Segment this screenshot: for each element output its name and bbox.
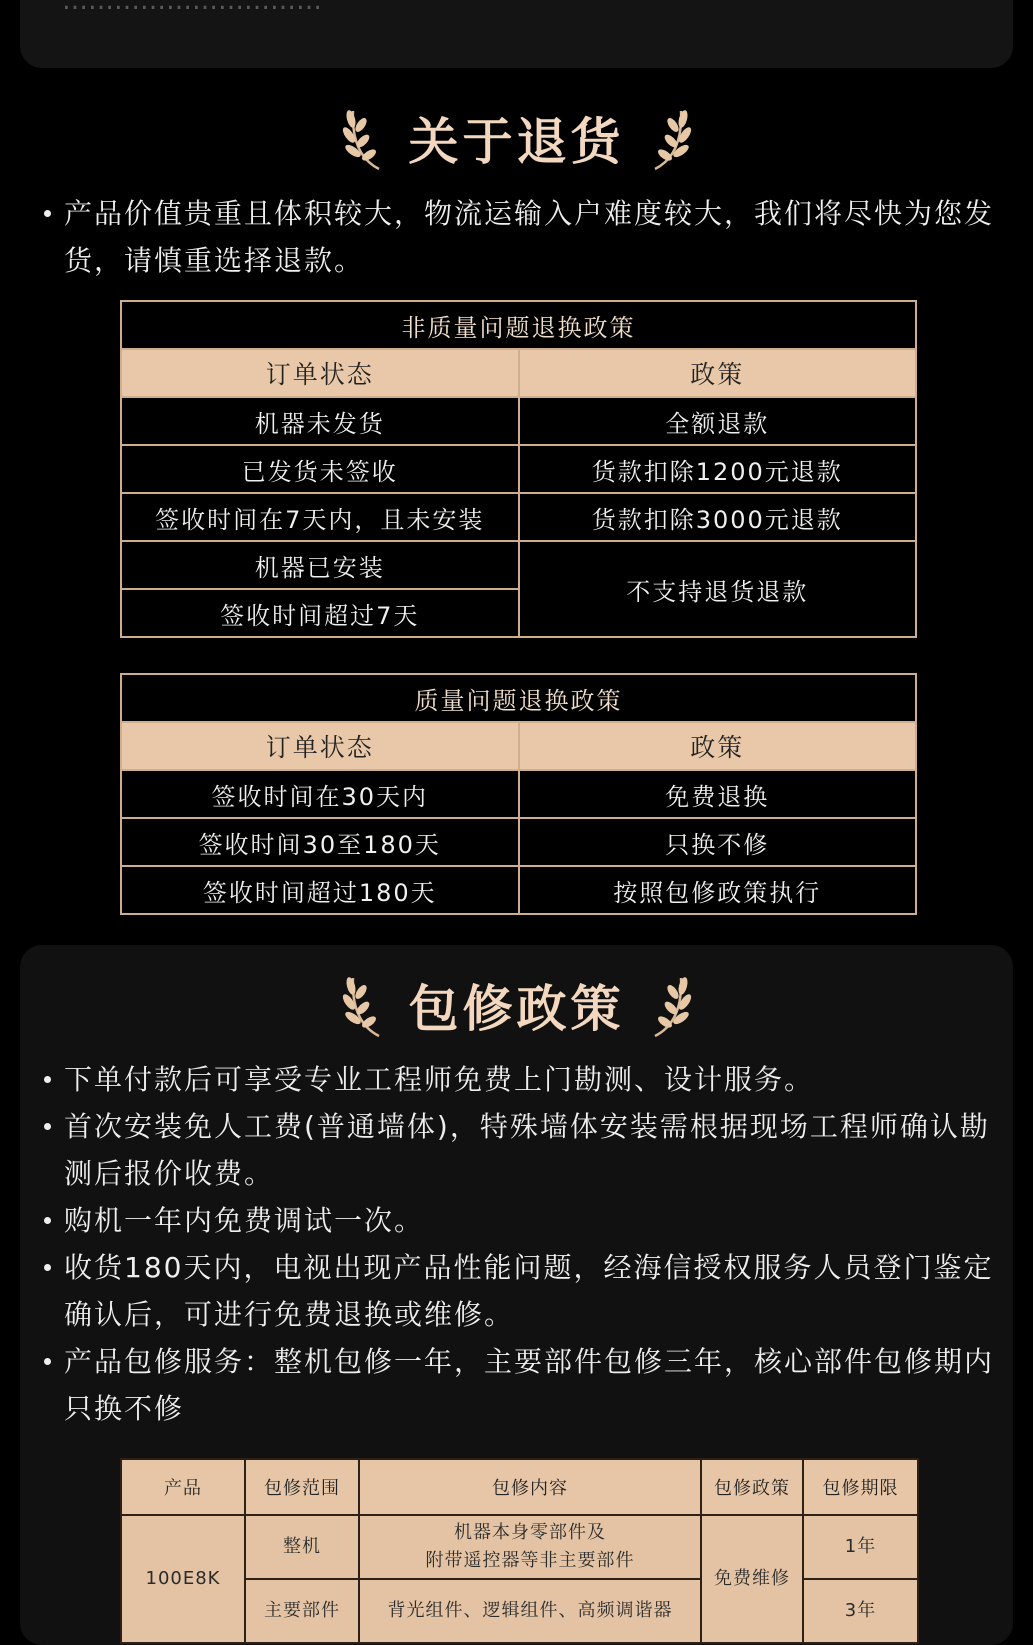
warranty-section-title — [0, 965, 1033, 1045]
column-header: 政策 — [519, 722, 917, 770]
bullet-dot-icon — [44, 1076, 51, 1083]
bullet-dot-icon — [44, 210, 51, 217]
table-row — [121, 1515, 918, 1579]
content-cell: 机器本身零部件及 附带遥控器等非主要部件 — [359, 1515, 701, 1579]
table-row: 签收时间30至180天 只换不修 — [121, 818, 916, 866]
bullet-dot-icon — [44, 1358, 51, 1365]
previous-section-text: ………………………… — [62, 0, 322, 16]
warranty-bullet: 收货180天内，电视出现产品性能问题，经海信授权服务人员登门鉴定确认后，可进行免费退换或维修。 — [40, 1244, 1000, 1338]
table-row: 签收时间超过180天 按照包修政策执行 — [121, 866, 916, 914]
laurel-left-icon — [339, 103, 391, 173]
table-row: 已发货未签收 货款扣除1200元退款 — [121, 445, 916, 493]
table-row: 机器未发货 全额退款 — [121, 397, 916, 445]
laurel-right-icon — [643, 103, 695, 173]
bullet-dot-icon — [44, 1123, 51, 1130]
warranty-bullet: 首次安装免人工费(普通墙体)，特殊墙体安装需根据现场工程师确认勘测后报价收费。 — [40, 1103, 1000, 1197]
table-caption: 质量问题退换政策 — [121, 674, 916, 722]
returns-title-text: 关于退货 — [408, 113, 625, 171]
table-row: 签收时间在30天内 免费退换 — [121, 770, 916, 818]
bullet-dot-icon — [44, 1217, 51, 1224]
non-quality-policy-table — [120, 300, 917, 638]
warranty-title-text: 包修政策 — [408, 980, 625, 1038]
table-row: 签收时间超过7天 — [121, 589, 916, 637]
product-cell: 100E8K — [121, 1515, 245, 1643]
returns-section-title — [0, 98, 1033, 178]
column-header: 订单状态 — [121, 722, 519, 770]
warranty-table — [120, 1458, 919, 1644]
laurel-left-icon — [339, 970, 391, 1040]
table-caption: 非质量问题退换政策 — [121, 301, 916, 349]
content-cell: 背光组件、逻辑组件、高频调谐器 — [359, 1579, 701, 1643]
column-header: 订单状态 — [121, 349, 519, 397]
warranty-bullet: 购机一年内免费调试一次。 — [40, 1197, 1000, 1244]
quality-policy-table — [120, 673, 917, 915]
warranty-bullet: 下单付款后可享受专业工程师免费上门勘测、设计服务。 — [40, 1056, 1000, 1103]
column-header: 产品 — [121, 1459, 245, 1515]
bullet-dot-icon — [44, 1264, 51, 1271]
table-row: 签收时间在7天内，且未安装 货款扣除3000元退款 — [121, 493, 916, 541]
policy-cell: 免费维修 — [701, 1515, 803, 1643]
warranty-bullets — [40, 1056, 1000, 1432]
scope-cell: 整机 — [245, 1515, 359, 1579]
column-header: 政策 — [519, 349, 917, 397]
column-header: 包修内容 — [359, 1459, 701, 1515]
column-header: 包修范围 — [245, 1459, 359, 1515]
warranty-bullet: 产品包修服务：整机包修一年，主要部件包修三年，核心部件包修期内只换不修 — [40, 1338, 1000, 1432]
laurel-right-icon — [643, 970, 695, 1040]
column-header: 包修期限 — [803, 1459, 918, 1515]
table-row: 机器已安装 不支持退货退款 — [121, 541, 916, 589]
previous-section-card — [20, 0, 1013, 68]
column-header: 包修政策 — [701, 1459, 803, 1515]
scope-cell: 主要部件 — [245, 1579, 359, 1643]
returns-bullet: 产品价值贵重且体积较大，物流运输入户难度较大，我们将尽快为您发货，请慎重选择退款。 — [40, 190, 1000, 284]
period-cell: 3年 — [803, 1579, 918, 1643]
returns-bullets — [40, 190, 1000, 284]
period-cell: 1年 — [803, 1515, 918, 1579]
